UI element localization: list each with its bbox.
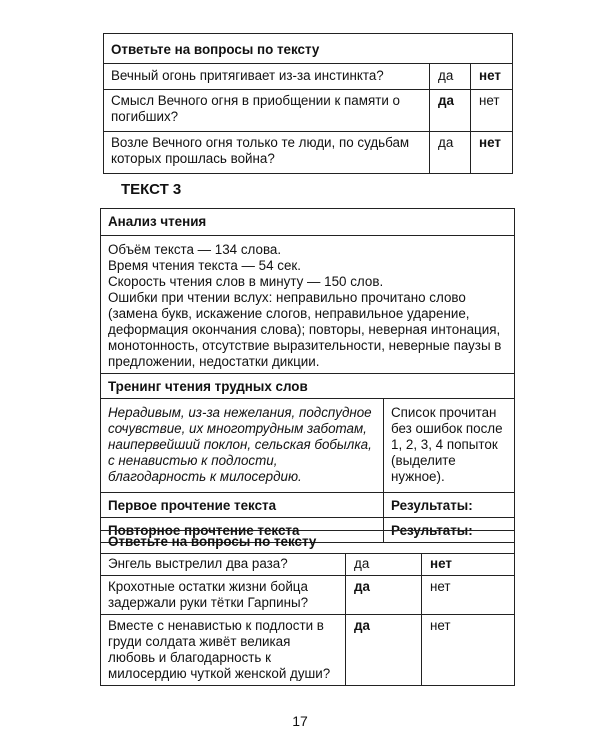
answer-yes: да	[430, 90, 471, 132]
reading-analysis-table	[100, 208, 515, 543]
results-label: Результаты:	[384, 493, 515, 518]
question-text: Вместе с ненавистью к подлости в груди солдата живёт великая любовь и благодарность к милосердию чуткой женской души?	[101, 615, 346, 686]
answer-no: нет	[422, 576, 515, 615]
question-text: Вечный огонь притягивает из-за инстинкта?	[104, 64, 430, 90]
answer-yes: да	[346, 576, 422, 615]
analysis-line: Ошибки при чтении вслух: неправильно прочитано слово (замена букв, искажение слогов, неправильное ударение, деформация окончания слова); повторы, неверная интонация, монотонность, отсутствие выразительности, неверные паузы в предложении, недостатки дикции.	[108, 290, 502, 369]
first-reading-label: Первое прочтение текста	[101, 493, 384, 518]
question-text: Энгель выстрелил два раза?	[101, 554, 346, 576]
answer-no: нет	[471, 64, 513, 90]
training-words: Нерадивым, из-за нежелания, подспудное сочувствие, их многотрудным заботам, наипервейший поклон, сельская бобылка, с ненавистью к подлости, благодарность к милосердию.	[101, 399, 384, 493]
question-text: Смысл Вечного огня в приобщении к памяти о погибших?	[104, 90, 430, 132]
answer-no: нет	[422, 615, 515, 686]
training-note: Список прочитан без ошибок после 1, 2, 3, 4 попыток (выделите нужное).	[384, 399, 515, 493]
questions-header-1: Ответьте на вопросы по тексту	[104, 34, 513, 64]
questions-table-2	[100, 530, 515, 686]
analysis-line: Время чтения текста — 54 сек.	[108, 258, 301, 273]
question-text: Возле Вечного огня только те люди, по судьбам которых прошлась война?	[104, 132, 430, 174]
answer-yes: да	[430, 64, 471, 90]
answer-no: нет	[422, 554, 515, 576]
answer-yes: да	[430, 132, 471, 174]
answer-no: нет	[471, 132, 513, 174]
questions-header-2: Ответьте на вопросы по тексту	[101, 531, 515, 554]
training-header: Тренинг чтения трудных слов	[101, 374, 515, 399]
questions-table-1	[103, 33, 513, 174]
answer-no: нет	[471, 90, 513, 132]
analysis-line: Объём текста — 134 слова.	[108, 242, 282, 257]
results-label: Результаты:	[384, 518, 515, 543]
analysis-header: Анализ чтения	[101, 209, 515, 236]
question-text: Крохотные остатки жизни бойца задержали руки тётки Гарпины?	[101, 576, 346, 615]
answer-yes: да	[346, 615, 422, 686]
analysis-line: Скорость чтения слов в минуту — 150 слов.	[108, 274, 384, 289]
answer-yes: да	[346, 554, 422, 576]
analysis-body	[101, 236, 515, 374]
page-number: 17	[292, 713, 308, 729]
second-reading-label: Повторное прочтение текста	[101, 518, 384, 543]
section-title: ТЕКСТ 3	[121, 181, 182, 198]
